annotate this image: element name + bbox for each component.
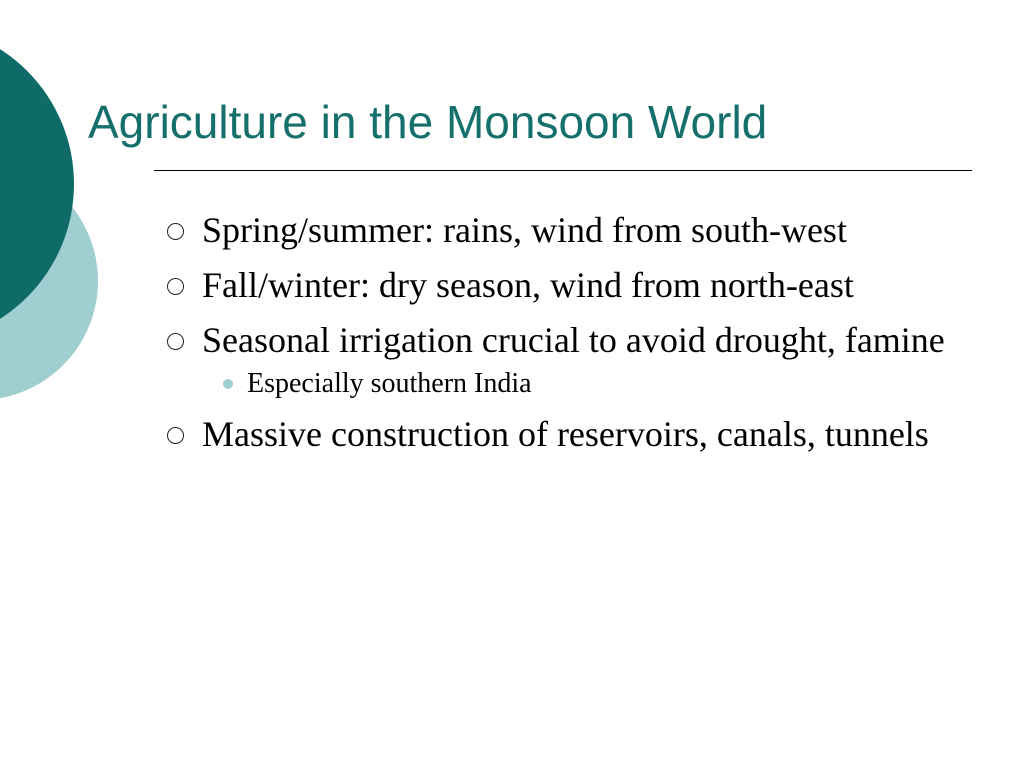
- sub-bullet-item: [202, 367, 962, 401]
- dot-bullet-icon: [223, 379, 233, 389]
- bullet-item: [162, 412, 962, 456]
- sub-bullet-text: Especially southern India: [247, 368, 532, 399]
- title-underline-rule: [154, 170, 972, 171]
- sub-bullet-list: [202, 367, 962, 401]
- ring-bullet-icon: [167, 333, 184, 350]
- bullet-text: Seasonal irrigation crucial to avoid drought, famine: [202, 320, 945, 360]
- bullet-text: Spring/summer: rains, wind from south-west: [202, 210, 847, 250]
- bullet-list: [162, 208, 962, 467]
- bullet-item: [162, 208, 962, 252]
- slide-title: Agriculture in the Monsoon World: [88, 96, 768, 148]
- ring-bullet-icon: [167, 427, 184, 444]
- bullet-text: Massive construction of reservoirs, canals, tunnels: [202, 414, 929, 454]
- bullet-text: Fall/winter: dry season, wind from north-east: [202, 265, 854, 305]
- ring-bullet-icon: [167, 223, 184, 240]
- ring-bullet-icon: [167, 278, 184, 295]
- bullet-item: [162, 318, 962, 401]
- bullet-item: [162, 263, 962, 307]
